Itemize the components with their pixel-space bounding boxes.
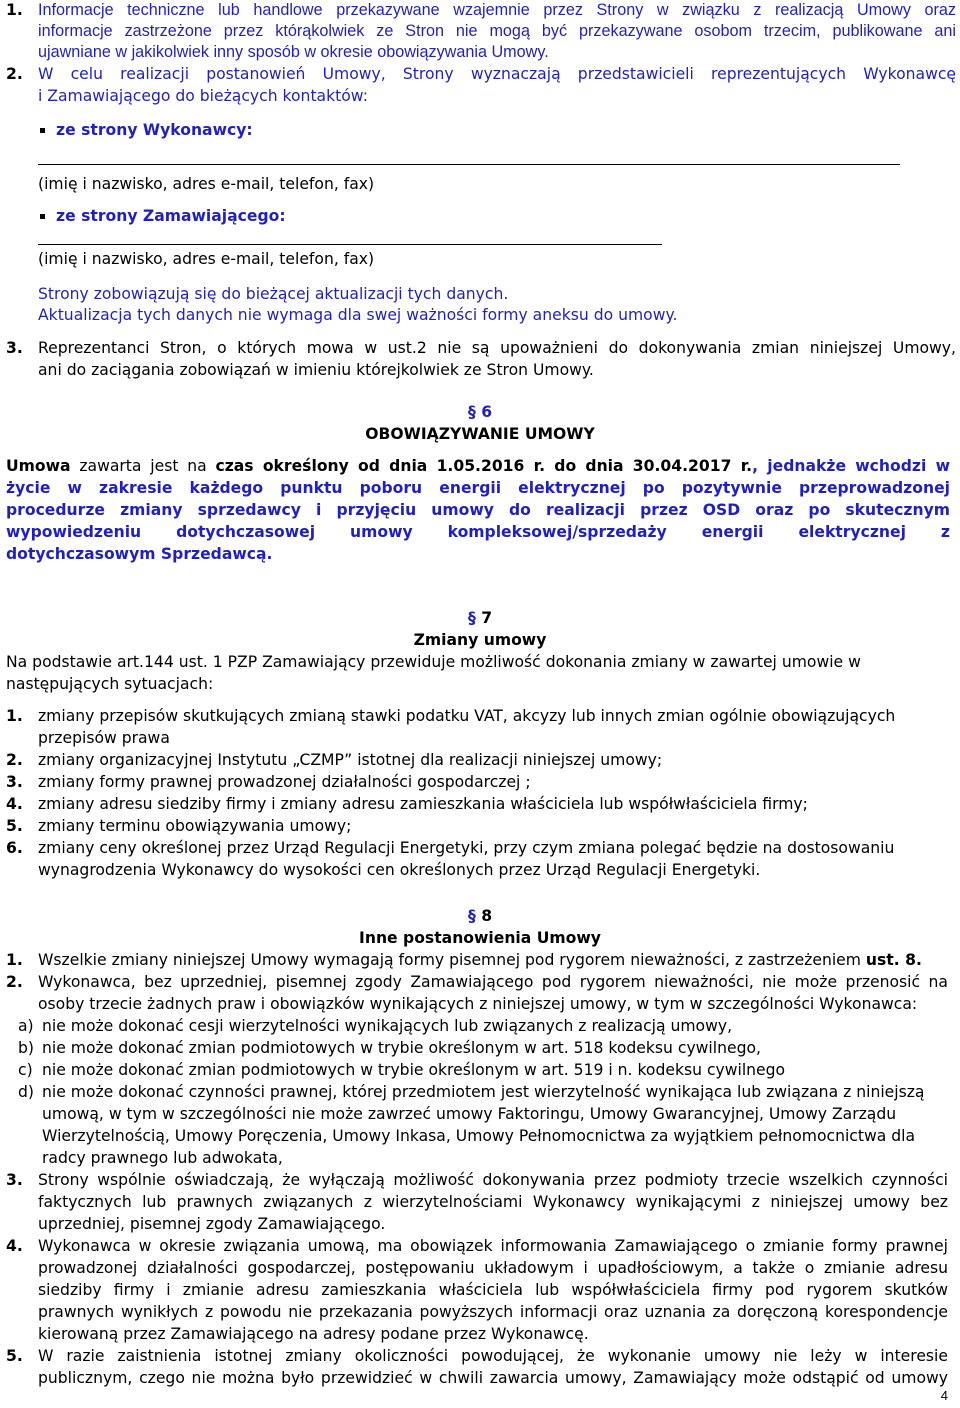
sub-item: Wierzytelnością, Umowy Poręczenia, Umowy Inkasa, Umowy Pełnomocnictwa za wyjątkiem pełnomocnictwa dla bbox=[42, 1127, 916, 1145]
item-number: 3. bbox=[6, 773, 23, 791]
section-6-title: OBOWIĄZYWANIE UMOWY bbox=[365, 425, 595, 443]
section-7-intro: następujących sytuacjach: bbox=[6, 675, 214, 693]
s8-item4-line: Wykonawca w okresie związania umową, ma obowiązek informowania Zamawiającego o zmianie formy prawnej bbox=[38, 1237, 948, 1255]
section-6-line: wypowiedzeniu dotychczasowej umowy kompleksowej/sprzedaży energii elektrycznej z bbox=[6, 523, 950, 541]
item-number: 1. bbox=[6, 951, 23, 969]
item1-line: ujawniane w jakikolwiek inny sposób w okresie obowiązywania Umowy. bbox=[38, 43, 549, 61]
item3-line: Reprezentanci Stron, o których mowa w ust.2 nie są upoważnieni do dokonywania zmian niniejszej Umowy, bbox=[38, 339, 956, 357]
s8-item3-line: uprzedniej, pisemnej zgody Zamawiającego. bbox=[38, 1215, 386, 1233]
sub-item-letter: c) bbox=[18, 1061, 33, 1079]
item-number: 4. bbox=[6, 1237, 23, 1255]
sub-item-letter: b) bbox=[18, 1039, 34, 1057]
item-number: 2. bbox=[6, 751, 23, 769]
item-number: 3. bbox=[6, 339, 23, 357]
zamawiajacy-hint: (imię i nazwisko, adres e-mail, telefon, fax) bbox=[38, 250, 375, 268]
section-6-first-line: Umowa zawarta jest na czas określony od dnia 1.05.2016 r. do dnia 30.04.2017 r., jednakże wchodzi w bbox=[6, 457, 950, 475]
zamawiajacy-blank-line[interactable] bbox=[38, 244, 662, 245]
item-number: 4. bbox=[6, 795, 23, 813]
change-item: przepisów prawa bbox=[38, 729, 170, 747]
s8-item2-line: Wykonawca, bez uprzedniej, pisemnej zgody Zamawiającego pod rygorem nieważności, nie może przenosić na bbox=[38, 973, 948, 991]
sub-item: umową, w tym w szczególności nie może zawrzeć umowy Faktoringu, Umowy Gwarancyjnej, Umowy Zarządu bbox=[42, 1105, 897, 1123]
item3-line: ani do zaciągania zobowiązań w imieniu którejkolwiek ze Stron Umowy. bbox=[38, 361, 594, 379]
s8-item3-line: faktycznych lub prawnych związanych z wierzytelnościami Wykonawcy wynikającymi z niniejszej umowy bez bbox=[38, 1193, 948, 1211]
change-item: zmiany organizacyjnej Instytutu „CZMP” istotnej dla realizacji niniejszej umowy; bbox=[38, 751, 663, 769]
wykonawca-hint: (imię i nazwisko, adres e-mail, telefon, fax) bbox=[38, 175, 375, 193]
sub-item-letter: d) bbox=[18, 1083, 34, 1101]
s8-item2-line: osoby trzecie żadnych praw i obowiązków wynikających z niniejszej umowy, w tym w szczególności Wykonawca: bbox=[38, 995, 918, 1013]
section-7-intro: Na podstawie art.144 ust. 1 PZP Zamawiający przewiduje możliwość dokonania zmiany w zawartej umowie w bbox=[6, 653, 861, 671]
change-item: zmiany adresu siedziby firmy i zmiany adresu zamieszkania właściciela lub współwłaściciela firmy; bbox=[38, 795, 808, 813]
section-6-line: dotychczasowym Sprzedawcą. bbox=[6, 545, 273, 563]
s8-item1: Wszelkie zmiany niniejszej Umowy wymagają formy pisemnej pod rygorem nieważności, z zastrzeżeniem ust. 8. bbox=[38, 951, 922, 969]
item-number: 2. bbox=[6, 973, 23, 991]
section-7-number: § 7 bbox=[467, 609, 493, 627]
item2-line: i Zamawiającego do bieżących kontaktów: bbox=[38, 87, 368, 105]
s8-item5-line: publicznym, czego nie można było przewidzieć w chwili zawarcia umowy, Zamawiający może odstąpić od umowy bbox=[38, 1369, 948, 1387]
section-6-line: życie w zakresie każdego punktu poboru energii elektrycznej po pozytywnie przeprowadzonej bbox=[6, 479, 950, 497]
sub-item: nie może dokonać cesji wierzytelności wynikających lub związanych z realizacją umowy, bbox=[42, 1017, 733, 1035]
item2-line: W celu realizacji postanowień Umowy, Strony wyznaczają przedstawicieli reprezentujących Wykonawcę bbox=[38, 65, 956, 83]
sub-item: nie może dokonać zmian podmiotowych w trybie określonym w art. 519 i n. kodeksu cywilnego bbox=[42, 1061, 786, 1079]
s8-item5-line: W razie zaistnienia istotnej zmiany okoliczności powodującej, że wykonanie umowy nie leży w interesie bbox=[38, 1347, 948, 1365]
sub-item-letter: a) bbox=[18, 1017, 34, 1035]
s8-item4-line: siedziby firmy i zmianie adresu zamieszkania właściciela lub współwłaściciela firmy pod rygorem skutków bbox=[38, 1281, 948, 1299]
zamawiajacy-label: ze strony Zamawiającego: bbox=[56, 207, 286, 225]
item-number: 1. bbox=[6, 1, 23, 19]
section-6-number: § 6 bbox=[467, 403, 493, 421]
section-8-title: Inne postanowienia Umowy bbox=[359, 929, 601, 947]
update-line: Strony zobowiązują się do bieżącej aktualizacji tych danych. bbox=[38, 285, 509, 303]
change-item: wynagrodzenia Wykonawcy do wysokości cen określonych przez Urząd Regulacji Energetyki. bbox=[38, 861, 761, 879]
item-number: 3. bbox=[6, 1171, 23, 1189]
bullet-icon bbox=[40, 128, 45, 133]
page-number: 4 bbox=[940, 1388, 948, 1403]
s8-item4-line: prowadzonej działalności gospodarczej, postępowaniu układowym i upadłościowym, a także o zmianie adresu bbox=[38, 1259, 948, 1277]
item-number: 2. bbox=[6, 65, 23, 83]
wykonawca-blank-line[interactable] bbox=[38, 164, 900, 165]
item1-line: Informacje techniczne lub handlowe przekazywane wzajemnie przez Strony w związku z realizacją Umowy oraz bbox=[38, 1, 956, 19]
wykonawca-label: ze strony Wykonawcy: bbox=[56, 121, 253, 139]
item-number: 6. bbox=[6, 839, 23, 857]
change-item: zmiany ceny określonej przez Urząd Regulacji Energetyki, przy czym zmiana polegać będzie na dostosowaniu bbox=[38, 839, 895, 857]
change-item: zmiany formy prawnej prowadzonej działalności gospodarczej ; bbox=[38, 773, 531, 791]
item-number: 5. bbox=[6, 817, 23, 835]
change-item: zmiany terminu obowiązywania umowy; bbox=[38, 817, 352, 835]
item1-line: informacje zastrzeżone przez którąkolwiek ze Stron nie mogą być przekazywane osobom trzecim, publikowane ani bbox=[38, 22, 956, 40]
section-6-line: procedurze zmiany sprzedawcy i przyjęciu umowy do realizacji przez OSD oraz po skutecznym bbox=[6, 501, 950, 519]
item-number: 5. bbox=[6, 1347, 23, 1365]
sub-item: nie może dokonać zmian podmiotowych w trybie określonym w art. 518 kodeksu cywilnego, bbox=[42, 1039, 761, 1057]
s8-item4-line: prawnych wynikłych z powodu nie przekazania powyższych informacji oraz uznania za doręczoną korespondencje bbox=[38, 1303, 948, 1321]
bullet-icon bbox=[40, 214, 45, 219]
item-number: 1. bbox=[6, 707, 23, 725]
sub-item: nie może dokonać czynności prawnej, której przedmiotem jest wierzytelność wynikająca lub związana z niniejszą bbox=[42, 1083, 925, 1101]
change-item: zmiany przepisów skutkujących zmianą stawki podatku VAT, akcyzy lub innych zmian ogólnie obowiązujących bbox=[38, 707, 896, 725]
section-7-title: Zmiany umowy bbox=[413, 631, 547, 649]
sub-item: radcy prawnego lub adwokata, bbox=[42, 1149, 283, 1167]
s8-item3-line: Strony wspólnie oświadczają, że wyłączają możliwość dokonywania przez podmioty trzecie wszelkich czynności bbox=[38, 1171, 948, 1189]
section-8-number: § 8 bbox=[467, 907, 493, 925]
s8-item4-line: kierowaną przez Zamawiającego na adresy podane przez Wykonawcę. bbox=[38, 1325, 589, 1343]
update-line: Aktualizacja tych danych nie wymaga dla swej ważności formy aneksu do umowy. bbox=[38, 306, 678, 324]
